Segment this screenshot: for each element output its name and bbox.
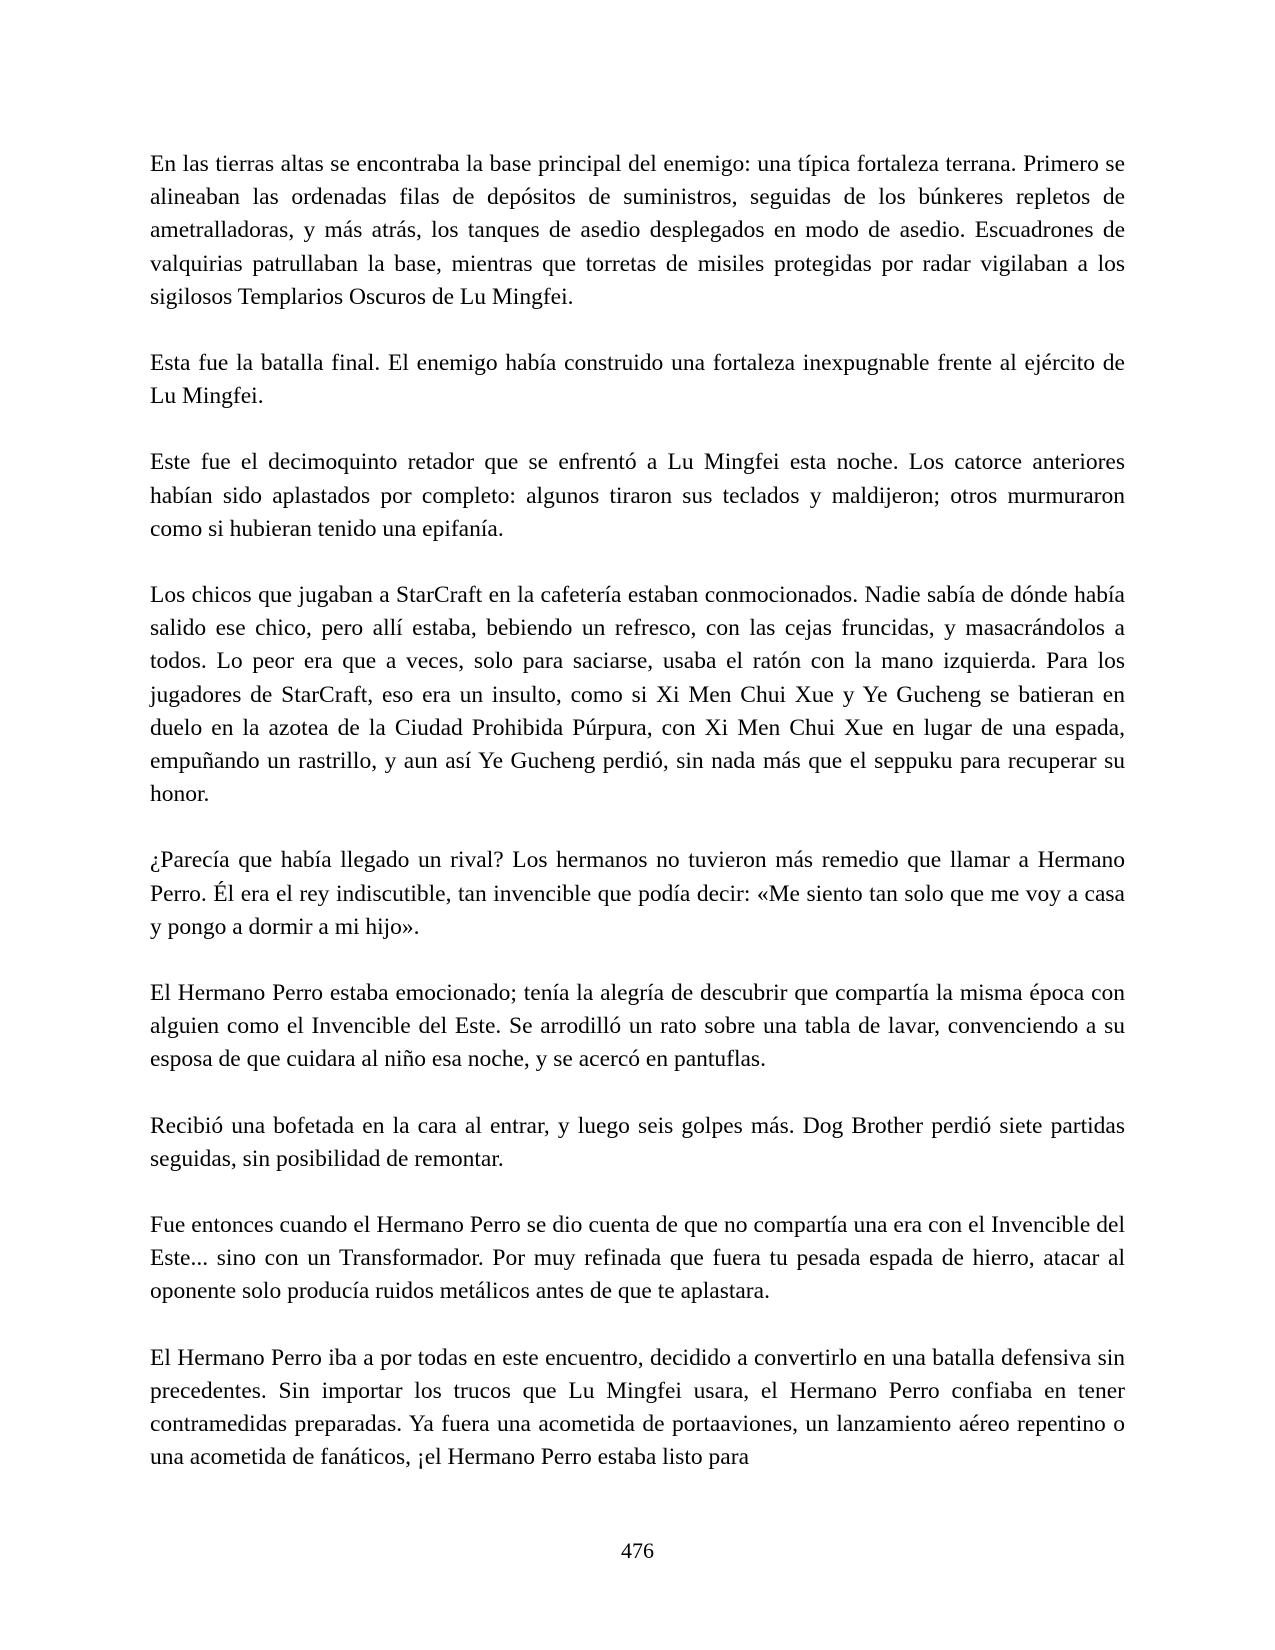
paragraph-6: El Hermano Perro estaba emocionado; tenía la alegría de descubrir que compartía la misma época con alguien como el Invencible del Este. Se arrodilló un rato sobre una tabla de lavar, convenciendo a su esposa de que cuidara al niño esa noche, y se acercó en pantuflas.	[150, 980, 1125, 1073]
page-number: 476	[621, 1538, 654, 1563]
paragraph-5: ¿Parecía que había llegado un rival? Los hermanos no tuvieron más remedio que llamar a Hermano Perro. Él era el rey indiscutible, tan invencible que podía decir: «Me siento tan solo que me voy a casa y pongo a dormir a mi hijo».	[150, 847, 1125, 940]
paragraph-3: Este fue el decimoquinto retador que se enfrentó a Lu Mingfei esta noche. Los catorce anteriores habían sido aplastados por completo: algunos tiraron sus teclados y maldijeron; otros murmuraron como si hubieran tenido una epifanía.	[150, 449, 1125, 542]
paragraph-1: En las tierras altas se encontraba la base principal del enemigo: una típica fortaleza terrana. Primero se alineaban las ordenadas filas de depósitos de suministros, seguidas de los búnkeres repletos de ametralladoras, y más atrás, los tanques de asedio desplegados en modo de asedio. Escuadrones de valquirias patrullaban la base, mientras que torretas de misiles protegidas por radar vigilaban a los sigilosos Templarios Oscuros de Lu Mingfei.	[150, 151, 1125, 310]
paragraph-2: Esta fue la batalla final. El enemigo había construido una fortaleza inexpugnable frente al ejército de Lu Mingfei.	[150, 350, 1125, 410]
paragraph-7: Recibió una bofetada en la cara al entrar, y luego seis golpes más. Dog Brother perdió siete partidas seguidas, sin posibilidad de remontar.	[150, 1112, 1125, 1172]
paragraph-9: El Hermano Perro iba a por todas en este encuentro, decidido a convertirlo en una batalla defensiva sin precedentes. Sin importar los trucos que Lu Mingfei usara, el Hermano Perro confiaba en tener contramedidas preparadas. Ya fuera una acometida de portaaviones, un lanzamiento aéreo repentino o una acometida de fanáticos, ¡el Hermano Perro estaba listo para	[150, 1344, 1125, 1471]
paragraph-8: Fue entonces cuando el Hermano Perro se dio cuenta de que no compartía una era con el Invencible del Este... sino con un Transformador. Por muy refinada que fuera tu pesada espada de hierro, atacar al oponente solo producía ruidos metálicos antes de que te aplastara.	[150, 1212, 1125, 1305]
page-body	[150, 148, 1125, 1508]
paragraph-4: Los chicos que jugaban a StarCraft en la cafetería estaban conmocionados. Nadie sabía de dónde había salido ese chico, pero allí estaba, bebiendo un refresco, con las cejas fruncidas, y masacrándolos a todos. Lo peor era que a veces, solo para saciarse, usaba el ratón con la mano izquierda. Para los jugadores de StarCraft, eso era un insulto, como si Xi Men Chui Xue y Ye Gucheng se batieran en duelo en la azotea de la Ciudad Prohibida Púrpura, con Xi Men Chui Xue en lugar de una espada, empuñando un rastrillo, y aun así Ye Gucheng perdió, sin nada más que el seppuku para recuperar su honor.	[150, 582, 1125, 808]
